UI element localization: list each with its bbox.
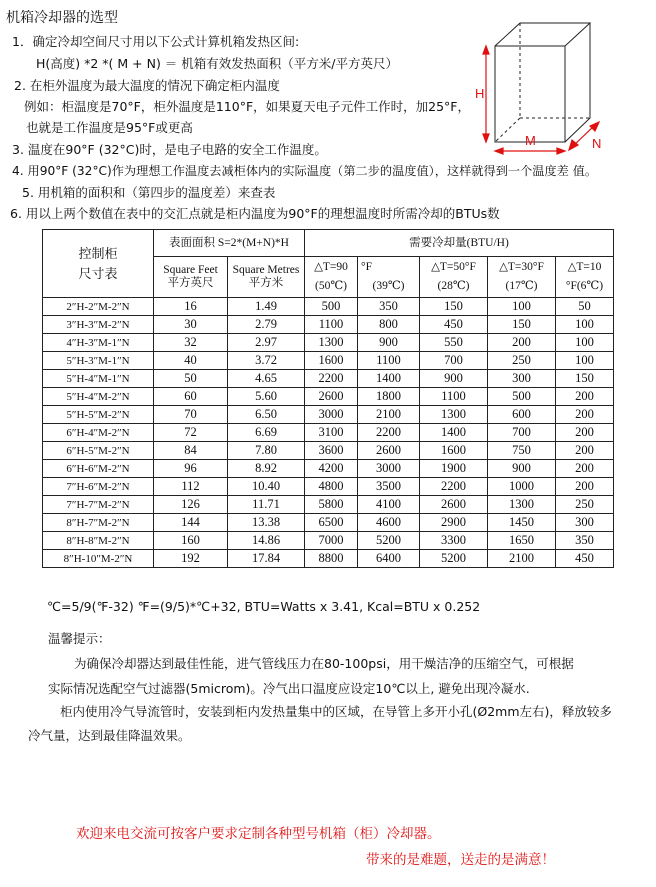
cell-sqft: 160 — [154, 532, 228, 550]
cell-dt50: 150 — [420, 298, 488, 316]
cell-dt50: 1400 — [420, 424, 488, 442]
box-right-face — [565, 23, 590, 142]
cell-dt50: 5200 — [420, 550, 488, 568]
cell-dt70: 4100 — [358, 496, 420, 514]
table-row — [43, 496, 614, 514]
cell-size: 3″H-3″M-2″N — [43, 316, 154, 334]
cell-dt10: 200 — [556, 460, 614, 478]
table-row — [43, 478, 614, 496]
cell-dt10: 200 — [556, 424, 614, 442]
header-dt-90: △T=90 (50℃) — [305, 257, 358, 298]
step-3: 3. 温度在90°F (32°C)时，是电子电路的安全工作温度。 — [12, 142, 327, 157]
cell-dt50: 3300 — [420, 532, 488, 550]
cell-dt50: 550 — [420, 334, 488, 352]
cell-dt10: 250 — [556, 496, 614, 514]
cell-dt70: 1800 — [358, 388, 420, 406]
cell-dt70: 2200 — [358, 424, 420, 442]
cell-dt90: 3100 — [305, 424, 358, 442]
header-dt-30: △T=30°F (17℃) — [488, 257, 556, 298]
cell-dt30: 1650 — [488, 532, 556, 550]
cell-dt70: 900 — [358, 334, 420, 352]
cell-dt90: 500 — [305, 298, 358, 316]
cell-dt10: 200 — [556, 442, 614, 460]
cell-dt50: 450 — [420, 316, 488, 334]
table-row — [43, 532, 614, 550]
cell-dt10: 150 — [556, 370, 614, 388]
cell-sqm: 2.79 — [228, 316, 305, 334]
table-row — [43, 334, 614, 352]
cell-dt50: 900 — [420, 370, 488, 388]
cell-sqft: 192 — [154, 550, 228, 568]
cell-dt10: 100 — [556, 334, 614, 352]
cell-dt50: 1300 — [420, 406, 488, 424]
cell-sqft: 60 — [154, 388, 228, 406]
cell-size: 8″H-8″M-2″N — [43, 532, 154, 550]
box-top-face — [495, 23, 590, 46]
cell-size: 5″H-5″M-2″N — [43, 406, 154, 424]
cell-sqft: 126 — [154, 496, 228, 514]
cell-dt10: 200 — [556, 388, 614, 406]
cell-dt30: 200 — [488, 334, 556, 352]
cell-dt30: 750 — [488, 442, 556, 460]
cell-dt30: 500 — [488, 388, 556, 406]
step-6: 6. 用以上两个数值在表中的交汇点就是柜内温度为90°F的理想温度时所需冷却的BTUs数 — [10, 206, 500, 221]
box-front-face — [495, 46, 565, 142]
cell-dt10: 200 — [556, 478, 614, 496]
cell-sqm: 14.86 — [228, 532, 305, 550]
cell-dt30: 700 — [488, 424, 556, 442]
doc-title: 机箱冷却器的选型 — [6, 10, 118, 26]
cooling-spec-table — [42, 229, 614, 568]
cell-dt30: 100 — [488, 298, 556, 316]
cell-size: 8″H-10″M-2″N — [43, 550, 154, 568]
promo-line-2: 带来的是难题，送走的是满意！ — [366, 852, 555, 868]
cell-sqm: 3.72 — [228, 352, 305, 370]
cell-sqm: 13.38 — [228, 514, 305, 532]
cell-sqm: 6.69 — [228, 424, 305, 442]
cell-sqm: 1.49 — [228, 298, 305, 316]
table-row — [43, 460, 614, 478]
cell-dt50: 2200 — [420, 478, 488, 496]
cell-dt50: 1100 — [420, 388, 488, 406]
header-dt-50: △T=50°F (28℃) — [420, 257, 488, 298]
cell-dt90: 5800 — [305, 496, 358, 514]
cell-sqm: 11.71 — [228, 496, 305, 514]
cell-sqft: 40 — [154, 352, 228, 370]
tips-paragraph-1: 为确保冷却器达到最佳性能，进气管线压力在80-100psi，用干燥洁净的压缩空气，可根据 — [74, 656, 574, 671]
step-1-formula: H(高度) *2 *( M + N) ＝ 机箱有效发热面积（平方米/平方英尺） — [36, 56, 398, 71]
table-row — [43, 442, 614, 460]
header-square-metres: Square Metres 平方米 — [228, 257, 305, 298]
cell-dt90: 8800 — [305, 550, 358, 568]
cell-dt10: 50 — [556, 298, 614, 316]
cell-dt50: 1600 — [420, 442, 488, 460]
promo-line-1: 欢迎来电交流可按客户要求定制各种型号机箱（柜）冷却器。 — [76, 826, 441, 842]
label-n: N — [592, 136, 602, 151]
cell-size: 5″H-4″M-2″N — [43, 388, 154, 406]
cell-dt10: 100 — [556, 316, 614, 334]
cell-sqft: 144 — [154, 514, 228, 532]
cell-dt90: 1600 — [305, 352, 358, 370]
table-row — [43, 550, 614, 568]
cell-dt70: 1400 — [358, 370, 420, 388]
cell-sqm: 17.84 — [228, 550, 305, 568]
cell-sqft: 16 — [154, 298, 228, 316]
cell-size: 8″H-7″M-2″N — [43, 514, 154, 532]
cabinet-box-diagram — [470, 18, 640, 158]
cell-size: 4″H-3″M-1″N — [43, 334, 154, 352]
table-row — [43, 298, 614, 316]
cell-sqft: 84 — [154, 442, 228, 460]
cell-dt50: 2900 — [420, 514, 488, 532]
cell-sqft: 112 — [154, 478, 228, 496]
header-cabinet-size: 控制柜 尺寸表 — [43, 230, 154, 298]
cell-dt90: 1300 — [305, 334, 358, 352]
cell-dt10: 350 — [556, 532, 614, 550]
tips-paragraph-2-cont: 冷气量，达到最佳降温效果。 — [28, 728, 191, 743]
cell-dt30: 150 — [488, 316, 556, 334]
cell-sqft: 72 — [154, 424, 228, 442]
label-m: M — [525, 133, 536, 148]
header-cooling-required: 需要冷却量(BTU/H) — [305, 230, 614, 257]
cell-dt30: 900 — [488, 460, 556, 478]
tips-paragraph-1-cont: 实际情况选配空气过滤器(5microm)。冷气出口温度应设定10℃以上, 避免出现冷凝水. — [48, 681, 530, 696]
cell-dt30: 1300 — [488, 496, 556, 514]
conversion-formula: ℃=5/9(℉-32) ℉=(9/5)*℃+32, BTU=Watts x 3.41, Kcal=BTU x 0.252 — [47, 599, 481, 614]
cell-sqft: 70 — [154, 406, 228, 424]
cell-dt90: 6500 — [305, 514, 358, 532]
step-2: 2. 在柜外温度为最大温度的情况下确定柜内温度 — [14, 78, 280, 93]
cell-sqm: 5.60 — [228, 388, 305, 406]
step-1: 1．确定冷却空间尺寸用以下公式计算机箱发热区间: — [12, 34, 300, 49]
cell-dt70: 3500 — [358, 478, 420, 496]
cell-dt90: 3600 — [305, 442, 358, 460]
cell-dt70: 6400 — [358, 550, 420, 568]
tips-heading: 温馨提示： — [48, 631, 111, 646]
cell-dt50: 700 — [420, 352, 488, 370]
cell-dt30: 300 — [488, 370, 556, 388]
cell-dt30: 2100 — [488, 550, 556, 568]
cell-size: 6″H-5″M-2″N — [43, 442, 154, 460]
cell-dt10: 300 — [556, 514, 614, 532]
cell-dt10: 450 — [556, 550, 614, 568]
table-row — [43, 424, 614, 442]
cell-dt30: 600 — [488, 406, 556, 424]
cell-sqm: 8.92 — [228, 460, 305, 478]
cell-dt70: 5200 — [358, 532, 420, 550]
step-2-example: 例如：柜温度是70°F，柜外温度是110°F，如果夏天电子元件工作时，加25°F， — [24, 99, 470, 114]
cell-sqft: 32 — [154, 334, 228, 352]
header-dt-10: △T=10 °F(6℃) — [556, 257, 614, 298]
step-5: 5. 用机箱的面积和（第四步的温度差）来查表 — [22, 185, 276, 200]
cell-dt30: 1450 — [488, 514, 556, 532]
cell-dt70: 350 — [358, 298, 420, 316]
cell-sqft: 50 — [154, 370, 228, 388]
cell-size: 5″H-3″M-1″N — [43, 352, 154, 370]
cell-dt70: 3000 — [358, 460, 420, 478]
cell-dt50: 2600 — [420, 496, 488, 514]
cell-dt30: 250 — [488, 352, 556, 370]
cell-dt30: 1000 — [488, 478, 556, 496]
cell-sqm: 2.97 — [228, 334, 305, 352]
cell-dt90: 1100 — [305, 316, 358, 334]
table-row — [43, 316, 614, 334]
cell-size: 6″H-4″M-2″N — [43, 424, 154, 442]
cell-sqm: 4.65 — [228, 370, 305, 388]
label-h: H — [475, 86, 485, 101]
cell-dt90: 7000 — [305, 532, 358, 550]
cell-size: 7″H-7″M-2″N — [43, 496, 154, 514]
table-row — [43, 370, 614, 388]
box-hidden-edges — [495, 23, 590, 142]
cell-sqm: 6.50 — [228, 406, 305, 424]
cell-dt90: 2600 — [305, 388, 358, 406]
dimension-marks — [483, 46, 602, 154]
cell-dt70: 2600 — [358, 442, 420, 460]
step-2-example-cont: 也就是工作温度是95°F或更高 — [26, 120, 193, 135]
cell-dt70: 800 — [358, 316, 420, 334]
header-square-feet: Square Feet 平方英尺 — [154, 257, 228, 298]
step-4: 4. 用90°F (32°C)作为理想工作温度去减柜体内的实际温度（第二步的温度值），这样就得到一个温度差 值。 — [12, 164, 598, 178]
cell-size: 6″H-6″M-2″N — [43, 460, 154, 478]
cell-dt50: 1900 — [420, 460, 488, 478]
cell-sqm: 7.80 — [228, 442, 305, 460]
cell-size: 5″H-4″M-1″N — [43, 370, 154, 388]
table-row — [43, 388, 614, 406]
cell-dt90: 4800 — [305, 478, 358, 496]
table-row — [43, 406, 614, 424]
cell-dt90: 4200 — [305, 460, 358, 478]
cell-sqft: 30 — [154, 316, 228, 334]
header-surface-area: 表面面积 S=2*(M+N)*H — [154, 230, 305, 257]
cell-dt70: 4600 — [358, 514, 420, 532]
cell-dt10: 200 — [556, 406, 614, 424]
cell-sqm: 10.40 — [228, 478, 305, 496]
cell-dt70: 1100 — [358, 352, 420, 370]
cell-sqft: 96 — [154, 460, 228, 478]
cell-dt10: 100 — [556, 352, 614, 370]
cell-dt70: 2100 — [358, 406, 420, 424]
cell-dt90: 3000 — [305, 406, 358, 424]
cell-size: 7″H-6″M-2″N — [43, 478, 154, 496]
header-dt-70: °F (39℃) — [358, 257, 420, 298]
table-row — [43, 514, 614, 532]
cell-size: 2″H-2″M-2″N — [43, 298, 154, 316]
table-row — [43, 352, 614, 370]
tips-paragraph-2: 柜内使用冷气导流管时，安装到柜内发热量集中的区域，在导管上多开小孔(Ø2mm左右)，释放较多 — [60, 704, 612, 719]
cell-dt90: 2200 — [305, 370, 358, 388]
